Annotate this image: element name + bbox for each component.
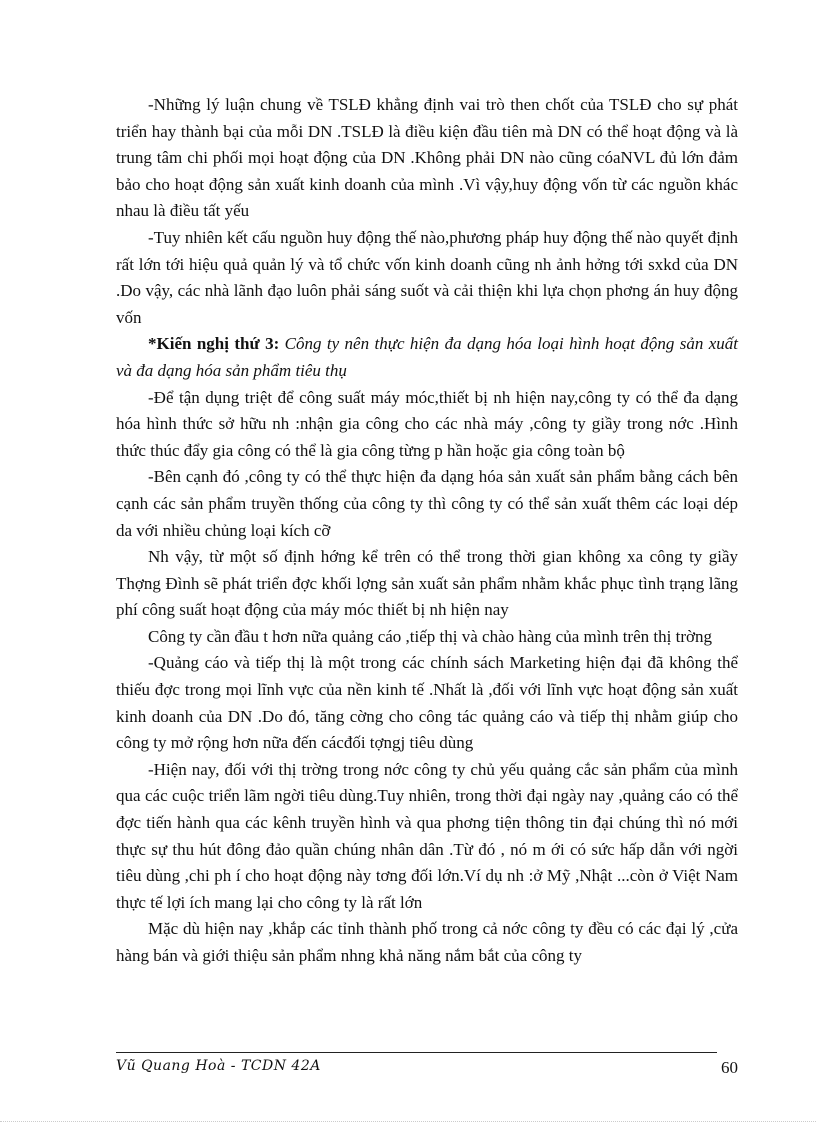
paragraph: -Quảng cáo và tiếp thị là một trong các chính sách Marketing hiện đại đã không thể thiếu đợc trong mọi lĩnh vực của nền kinh tế .Nhất là ,đối với lĩnh vực hoạt động sản xuất kinh doanh của DN .Do đó, tăng cờng cho công tác quảng cáo và tiếp thị nhằm giúp cho công ty mở rộng hơn nữa đến cácđối tợngj tiêu dùng	[116, 653, 738, 753]
recommendation-heading	[116, 331, 738, 384]
document-body	[116, 92, 738, 970]
heading-text: Công ty nên thực hiện đa dạng hóa loại hình hoạt động sản xuất và đa dạng hóa sản phẩm tiêu thụ	[116, 334, 738, 380]
paragraph: -Tuy nhiên kết cấu nguồn huy động thế nào,phương pháp huy động thế nào quyết định rất lớn tới hiệu quả quản lý và tổ chức vốn kinh doanh cũng nh ảnh hởng tới sxkd của DN .Do vậy, các nhà lãnh đạo luôn phải sáng suốt và cải thiện khi lựa chọn phơng án huy động vốn	[116, 227, 738, 327]
paragraph: -Để tận dụng triệt để công suất máy móc,thiết bị nh hiện nay,công ty có thể đa dạng hóa hình thức sở hữu nh :nhận gia công cho các nhà máy ,công ty giầy trong nớc .Hình thức thúc đẩy gia công có thể là gia công từng p hần hoặc gia công toàn bộ	[116, 387, 738, 460]
paragraph: Mặc dù hiện nay ,khắp các tỉnh thành phố trong cả nớc công ty đều có các đại lý ,cửa hàng bán và giới thiệu sản phẩm nhng khả năng nắm bắt của công ty	[116, 919, 738, 965]
paragraph: -Hiện nay, đối với thị trờng trong nớc công ty chủ yếu quảng cắc sản phẩm của mình qua các cuộc triển lãm ngời tiêu dùng.Tuy nhiên, trong thời đại ngày nay ,quảng cáo có thể đợc tiến hành qua các kênh truyền hình và qua phơng tiện thông tin đại chúng thì nó mới thực sự thu hút đông đảo quần chúng nhân dân .Từ đó , nó m ới có sức hấp dẫn với ngời tiêu dùng ,chi ph í cho hoạt động này tơng đối lớn.Ví dụ nh :ở Mỹ ,Nhật ...còn ở Việt Nam thực tế lợi ích mang lại cho công ty là rất lớn	[116, 759, 738, 912]
page-number: 60	[721, 1058, 738, 1077]
heading-prefix: *Kiến nghị thứ 3:	[148, 334, 280, 354]
footer-author: Vũ Quang Hoà - TCDN 42A	[116, 1058, 321, 1074]
paragraph: Nh vậy, từ một số định hớng kể trên có thể trong thời gian không xa công ty giầy Thợng Đình sẽ phát triển đợc khối lợng sản xuất sản phẩm nhằm khắc phục tình trạng lãng phí công suất hoạt động của máy móc thiết bị nh hiện nay	[116, 547, 738, 620]
paragraph: -Những lý luận chung về TSLĐ khẳng định vai trò then chốt của TSLĐ cho sự phát triển hay thành bại của mỗi DN .TSLĐ là điều kiện đầu tiên mà DN có thể hoạt động và là trung tâm chi phối mọi hoạt động của DN .Không phải DN nào cũng cóaNVL đủ lớn đảm bảo cho hoạt động sản xuất kinh doanh của mình .Vì vậy,huy động vốn từ các nguồn khác nhau là điều tất yếu	[116, 95, 738, 221]
page-edge-divider	[0, 1121, 816, 1122]
paragraph: Công ty cần đầu t hơn nữa quảng cáo ,tiếp thị và chào hàng của mình trên thị trờng	[148, 626, 712, 646]
paragraph: -Bên cạnh đó ,công ty có thể thực hiện đa dạng hóa sản xuất sản phẩm bằng cách bên cạnh các sản phẩm truyền thống của công ty thì công ty có thể sản xuất thêm các loại dép da với nhiều chủng loại kích cỡ	[116, 467, 738, 540]
footer-divider	[116, 1052, 717, 1053]
